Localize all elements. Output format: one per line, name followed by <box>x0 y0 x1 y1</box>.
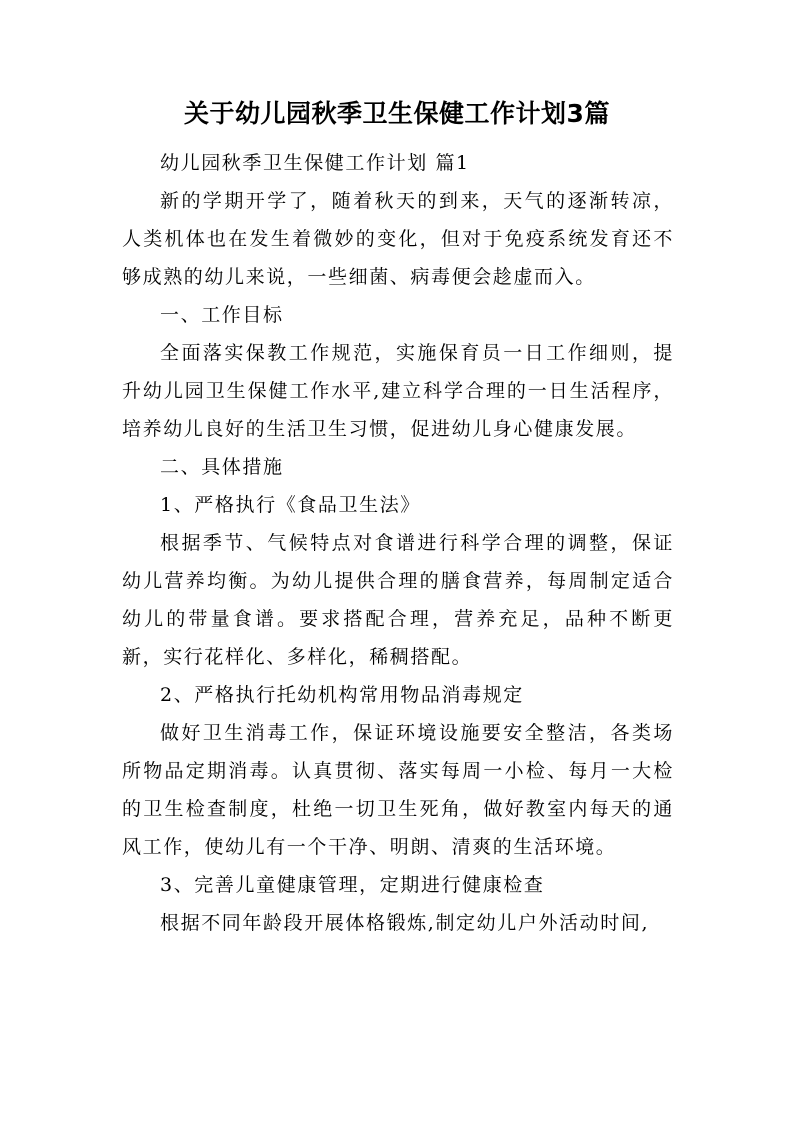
document-body <box>122 144 674 942</box>
section-heading: 幼儿园秋季卫生保健工作计划 篇1 <box>160 152 470 174</box>
paragraph: 做好卫生消毒工作，保证环境设施要安全整洁，各类场所物品定期消毒。认真贯彻、落实每周一小检、每月一大检的卫生检查制度，杜绝一切卫生死角，做好教室内每天的通风工作，使幼儿有一个干净、明朗、清爽的生活环境。 <box>122 722 674 858</box>
subsection-heading: 3、完善儿童健康管理，定期进行健康检查 <box>160 874 545 896</box>
paragraph: 根据季节、气候特点对食谱进行科学合理的调整，保证幼儿营养均衡。为幼儿提供合理的膳食营养，每周制定适合幼儿的带量食谱。要求搭配合理，营养充足，品种不断更新，实行花样化、多样化，稀稠搭配。 <box>122 532 674 668</box>
subsection-heading: 1、严格执行《食品卫生法》 <box>160 494 421 516</box>
subsection-heading: 2、严格执行托幼机构常用物品消毒规定 <box>160 684 524 706</box>
paragraph: 根据不同年龄段开展体格锻炼,制定幼儿户外活动时间, <box>160 912 650 934</box>
section-heading: 一、工作目标 <box>160 304 284 326</box>
paragraph: 新的学期开学了，随着秋天的到来，天气的逐渐转凉，人类机体也在发生着微妙的变化，但对于免疫系统发育还不够成熟的幼儿来说，一些细菌、病毒便会趁虚而入。 <box>122 190 674 288</box>
document-title: 关于幼儿园秋季卫生保健工作计划3篇 <box>184 99 610 128</box>
paragraph: 全面落实保教工作规范，实施保育员一日工作细则，提升幼儿园卫生保健工作水平,建立科学合理的一日生活程序，培养幼儿良好的生活卫生习惯，促进幼儿身心健康发展。 <box>122 342 674 440</box>
section-heading: 二、具体措施 <box>160 456 284 478</box>
